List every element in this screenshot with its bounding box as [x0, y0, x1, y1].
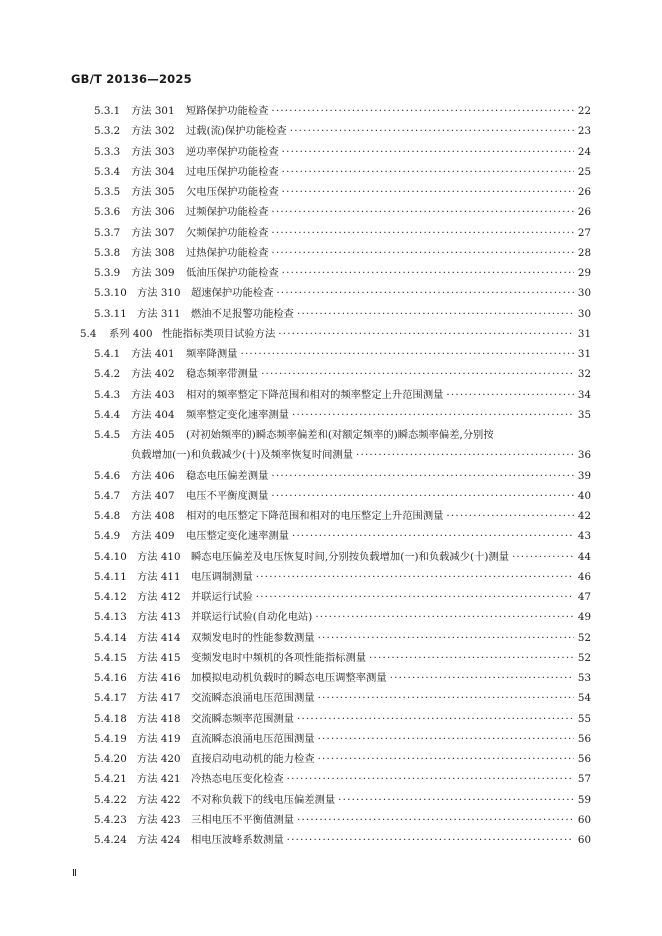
toc-entry-page: 57 [577, 773, 591, 786]
toc-entry-method: 方法 415 [137, 651, 181, 664]
toc-entry-title: 燃油不足报警功能检查 [191, 307, 294, 320]
toc-entry-page: 44 [577, 550, 591, 563]
toc-entry-title: 超速保护功能检查 [191, 287, 274, 300]
toc-entry-method: 方法 301 [131, 105, 175, 117]
toc-entry-number: 5.3.10 [94, 287, 127, 300]
toc-entry-method: 方法 419 [137, 732, 181, 745]
toc-entry[interactable] [0, 162, 662, 182]
toc-entry-method: 方法 414 [137, 631, 181, 644]
toc-entry[interactable] [0, 810, 662, 830]
toc-leader-dots [271, 243, 574, 263]
toc-entry[interactable] [0, 202, 662, 222]
toc-entry-method: 方法 423 [137, 813, 181, 826]
toc-entry-method: 方法 408 [131, 510, 175, 522]
toc-entry-method: 系列 400 [109, 327, 153, 340]
toc-entry-number: 5.4.19 [94, 732, 127, 745]
toc-entry-title: 性能指标类项目试验方法 [162, 327, 276, 340]
toc-entry-title: 低油压保护功能检查 [186, 267, 279, 279]
toc-entry-title: 欠频保护功能检查 [186, 226, 269, 239]
toc-entry-title: 并联运行试验 [191, 591, 253, 603]
toc-entry-page: 52 [577, 631, 591, 644]
toc-entry-title: 直接启动电动机的能力检查 [191, 753, 315, 765]
toc-entry-method: 方法 402 [131, 368, 175, 381]
toc-leader-dots [390, 668, 574, 688]
toc-entry-title: 双频发电时的性能参数测量 [191, 631, 315, 644]
toc-entry-number: 5.4.15 [94, 651, 127, 664]
toc-leader-dots [282, 263, 574, 283]
toc-entry-page: 31 [577, 327, 591, 340]
toc-leader-dots [276, 283, 574, 303]
toc-entry[interactable] [0, 243, 662, 263]
toc-entry-method: 方法 303 [131, 145, 175, 158]
toc-entry-page: 30 [577, 287, 591, 300]
toc-leader-dots [282, 142, 574, 162]
toc-entry-method: 方法 410 [137, 550, 181, 563]
toc-entry[interactable] [0, 466, 662, 486]
toc-entry-page: 36 [577, 449, 591, 462]
toc-entry[interactable] [0, 709, 662, 729]
toc-entry-number: 5.3.7 [94, 226, 121, 239]
toc-entry-title: 直流瞬态浪涌电压范围测量 [191, 732, 315, 745]
toc-leader-dots [271, 486, 574, 506]
toc-entry-number: 5.3.1 [94, 105, 121, 117]
toc-leader-dots [292, 405, 574, 425]
toc-entry-method: 方法 308 [131, 246, 175, 259]
toc-entry[interactable] [0, 628, 662, 648]
toc-entry[interactable] [0, 344, 662, 364]
toc-entry[interactable] [0, 283, 662, 303]
toc-entry-page: 49 [577, 611, 591, 624]
toc-leader-dots [318, 688, 574, 708]
toc-entry-title: 过电压保护功能检查 [186, 165, 279, 178]
toc-entry[interactable] [0, 223, 662, 243]
toc-entry-number: 5.4.18 [94, 712, 127, 725]
toc-entry-number: 5.4.2 [94, 368, 121, 381]
toc-entry-method: 方法 406 [131, 469, 175, 482]
toc-entry-method: 方法 416 [137, 672, 181, 684]
toc-leader-dots [240, 344, 574, 364]
toc-entry[interactable] [0, 749, 662, 769]
toc-entry-page: 60 [577, 813, 591, 826]
toc-entry-method: 方法 409 [131, 530, 175, 543]
toc-entry[interactable] [0, 587, 662, 607]
toc-entry-title: 变频发电时中频机的各项性能指标测量 [191, 651, 367, 664]
toc-entry[interactable] [0, 142, 662, 162]
toc-entry-page: 30 [577, 307, 591, 320]
toc-entry-method: 方法 420 [137, 753, 181, 765]
toc-entry-method: 方法 401 [131, 348, 175, 360]
toc-entry[interactable] [0, 324, 662, 344]
toc-entry-page: 40 [577, 489, 591, 502]
toc-entry-page: 26 [577, 206, 591, 219]
toc-entry-number: 5.3.2 [94, 125, 121, 138]
toc-leader-dots [282, 182, 574, 202]
toc-entry[interactable] [0, 405, 662, 425]
toc-leader-dots [356, 445, 574, 465]
toc-entry-number: 5.4.17 [94, 692, 127, 705]
toc-entry-number: 5.4.6 [94, 469, 121, 482]
toc-entry-number: 5.4.21 [94, 773, 127, 786]
toc-entry-title: 短路保护功能检查 [186, 105, 269, 117]
toc-entry-method: 方法 411 [137, 570, 181, 583]
toc-entry-method: 方法 403 [131, 388, 175, 401]
toc-entry-number: 5.3.4 [94, 165, 121, 178]
toc-entry-number: 5.4.9 [94, 530, 121, 543]
toc-entry-title: 电压整定变化速率测量 [186, 530, 289, 543]
toc-entry-method: 方法 310 [137, 287, 181, 300]
toc-entry-page: 32 [577, 368, 591, 381]
toc-entry-page: 56 [577, 732, 591, 745]
toc-entry-page: 54 [577, 692, 591, 705]
toc-entry-title: 过频保护功能检查 [186, 206, 269, 219]
toc-entry-title: 三相电压不平衡值测量 [191, 813, 294, 826]
toc-leader-dots [271, 466, 574, 486]
toc-leader-dots [287, 769, 574, 789]
toc-entry-page: 34 [577, 388, 591, 401]
toc-entry-number: 5.4.22 [94, 793, 127, 806]
toc-entry-title: 并联运行试验(自动化电站) [191, 611, 313, 624]
toc-leader-dots [271, 223, 574, 243]
toc-entry-title: 频率降测量 [186, 348, 238, 360]
toc-entry-number: 5.4.23 [94, 813, 127, 826]
toc-entry-method: 方法 311 [137, 307, 181, 320]
toc-leader-dots [512, 547, 574, 567]
toc-leader-dots [261, 364, 574, 384]
toc-entry[interactable] [0, 364, 662, 384]
toc-entry-number: 5.4.24 [94, 834, 127, 846]
toc-entry[interactable] [0, 830, 662, 850]
toc-entry-number: 5.4.14 [94, 631, 127, 644]
toc-leader-dots [282, 162, 574, 182]
toc-entry-method: 方法 405 [131, 429, 175, 441]
toc-entry-number: 5.4.10 [94, 550, 127, 563]
toc-entry[interactable] [0, 668, 662, 688]
toc-entry-page: 35 [577, 408, 591, 421]
toc-entry[interactable] [0, 304, 662, 324]
toc-entry-title: 相对的频率整定下降范围和相对的频率整定上升范围测量 [186, 388, 444, 401]
toc-entry-page: 27 [577, 226, 591, 239]
toc-entry-number: 5.3.11 [94, 307, 127, 320]
toc-entry-method: 方法 305 [131, 186, 175, 198]
toc-entry-title: 稳态电压偏差测量 [186, 469, 269, 482]
toc-entry-number: 5.3.5 [94, 186, 121, 198]
toc-entry-page: 47 [577, 591, 591, 603]
toc-entry-method: 方法 304 [131, 165, 175, 178]
toc-leader-dots [287, 830, 574, 850]
toc-entry-number: 5.4.11 [94, 570, 127, 583]
toc-entry-page: 52 [577, 651, 591, 664]
toc-entry-number: 5.3.8 [94, 246, 121, 259]
toc-leader-dots [290, 121, 574, 141]
toc-entry-method: 方法 404 [131, 408, 175, 421]
toc-entry[interactable] [0, 121, 662, 141]
toc-leader-dots [318, 749, 574, 769]
toc-leader-dots [292, 526, 574, 546]
toc-entry-method: 方法 302 [131, 125, 175, 138]
toc-entry-title: 冷热态电压变化检查 [191, 773, 284, 786]
toc-entry[interactable] [0, 526, 662, 546]
toc-entry-page: 39 [577, 469, 591, 482]
toc-entry[interactable] [0, 486, 662, 506]
toc-entry-number: 5.3.6 [94, 206, 121, 219]
toc-entry-title: 不对称负载下的线电压偏差测量 [191, 793, 336, 806]
toc-entry-page: 46 [577, 570, 591, 583]
toc-entry-title: 负载增加(一)和负载减少(十)及频率恢复时间测量 [131, 449, 354, 462]
toc-entry-title: (对初始频率的)瞬态频率偏差和(对额定频率的)瞬态频率偏差,分别按 [186, 429, 494, 441]
toc-entry[interactable] [0, 547, 662, 567]
toc-entry-title: 交流瞬态浪涌电压范围测量 [191, 692, 315, 705]
toc-entry-number: 5.4 [80, 327, 97, 340]
toc-entry-method: 方法 413 [137, 611, 181, 624]
toc-entry-number: 5.4.16 [94, 672, 127, 684]
toc-entry[interactable] [0, 790, 662, 810]
toc-entry-method: 方法 424 [137, 834, 181, 846]
toc-leader-dots [318, 729, 574, 749]
toc-entry-method: 方法 417 [137, 692, 181, 705]
toc-entry[interactable] [0, 607, 662, 627]
toc-entry-method: 方法 309 [131, 267, 175, 279]
toc-entry[interactable] [0, 385, 662, 405]
toc-entry-number: 5.4.13 [94, 611, 127, 624]
toc-entry-number: 5.4.8 [94, 510, 121, 522]
toc-entry-number: 5.3.9 [94, 267, 121, 279]
toc-entry[interactable] [0, 688, 662, 708]
toc-entry[interactable] [0, 506, 662, 526]
toc-entry[interactable] [0, 648, 662, 668]
toc-entry-method: 方法 407 [131, 489, 175, 502]
toc-entry-page: 29 [577, 267, 591, 279]
toc-entry-method: 方法 418 [137, 712, 181, 725]
toc-entry-title: 相电压波峰系数测量 [191, 834, 284, 846]
toc-entry-method: 方法 412 [137, 591, 181, 603]
toc-entry-page: 60 [577, 834, 591, 846]
toc-entry-title: 稳态频率带测量 [186, 368, 259, 381]
toc-leader-dots [271, 202, 574, 222]
toc-entry-number: 5.4.5 [94, 429, 121, 441]
toc-leader-dots [446, 385, 574, 405]
toc-entry[interactable] [0, 101, 662, 121]
toc-entry-number: 5.4.12 [94, 591, 127, 603]
standard-number-header: GB/T 20136—2025 [71, 72, 192, 86]
toc-entry[interactable] [0, 769, 662, 789]
toc-leader-dots [338, 790, 574, 810]
toc-entry-title: 加模拟电动机负载时的瞬态电压调整率测量 [191, 672, 387, 684]
toc-leader-dots [256, 567, 574, 587]
toc-leader-dots [315, 607, 574, 627]
toc-entry-title: 欠电压保护功能检查 [186, 186, 279, 198]
table-of-contents [0, 101, 662, 850]
page-number-footer: Ⅱ [72, 868, 77, 879]
toc-entry-page: 53 [577, 672, 591, 684]
toc-entry-number: 5.4.4 [94, 408, 121, 421]
toc-leader-dots [297, 709, 574, 729]
toc-entry-title: 相对的电压整定下降范围和相对的电压整定上升范围测量 [186, 510, 444, 522]
toc-entry-page: 28 [577, 246, 591, 259]
toc-entry-title: 电压不平衡度测量 [186, 489, 269, 502]
toc-entry[interactable] [0, 445, 662, 465]
toc-entry-title: 频率整定变化速率测量 [186, 408, 289, 421]
toc-leader-dots [369, 648, 574, 668]
toc-entry[interactable] [0, 567, 662, 587]
toc-leader-dots [446, 506, 574, 526]
toc-leader-dots [318, 628, 574, 648]
toc-entry-title: 瞬态电压偏差及电压恢复时间,分别按负载增加(一)和负载减少(十)测量 [191, 550, 509, 563]
toc-entry-page: 59 [577, 793, 591, 806]
toc-entry-title: 交流瞬态频率范围测量 [191, 712, 294, 725]
toc-entry-title: 逆功率保护功能检查 [186, 145, 279, 158]
toc-entry-page: 22 [577, 105, 591, 117]
toc-entry-number: 5.4.20 [94, 753, 127, 765]
toc-entry-title: 过载(流)保护功能检查 [186, 125, 287, 138]
toc-entry[interactable] [0, 182, 662, 202]
toc-leader-dots [271, 101, 574, 121]
toc-leader-dots [278, 324, 574, 344]
toc-entry-page: 26 [577, 186, 591, 198]
toc-entry-method: 方法 306 [131, 206, 175, 219]
toc-entry-page: 25 [577, 165, 591, 178]
toc-entry[interactable] [0, 425, 662, 445]
toc-leader-dots [256, 587, 574, 607]
toc-leader-dots [297, 810, 574, 830]
toc-entry-page: 42 [577, 510, 591, 522]
toc-entry-number: 5.4.7 [94, 489, 121, 502]
toc-entry-page: 43 [577, 530, 591, 543]
toc-entry-page: 31 [577, 348, 591, 360]
toc-entry-number: 5.4.3 [94, 388, 121, 401]
toc-entry-page: 55 [577, 712, 591, 725]
toc-entry-title: 电压调制测量 [191, 570, 253, 583]
toc-entry-page: 23 [577, 125, 591, 138]
toc-entry-number: 5.3.3 [94, 145, 121, 158]
toc-entry[interactable] [0, 729, 662, 749]
toc-entry[interactable] [0, 263, 662, 283]
toc-entry-title: 过热保护功能检查 [186, 246, 269, 259]
toc-entry-page: 24 [577, 145, 591, 158]
toc-entry-method: 方法 421 [137, 773, 181, 786]
toc-entry-method: 方法 307 [131, 226, 175, 239]
toc-leader-dots [297, 304, 574, 324]
toc-entry-page: 56 [577, 753, 591, 765]
toc-entry-number: 5.4.1 [94, 348, 121, 360]
toc-entry-method: 方法 422 [137, 793, 181, 806]
